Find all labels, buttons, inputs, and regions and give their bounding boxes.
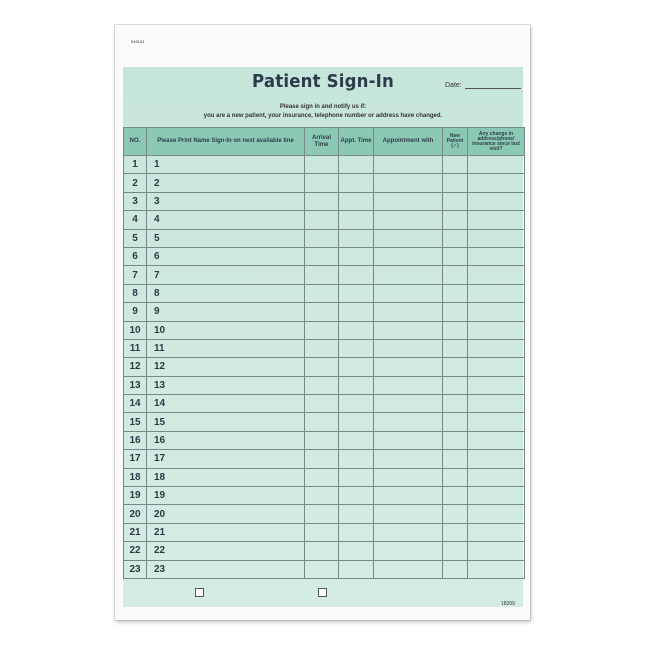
name-entry-cell[interactable]: 1 [147, 156, 305, 174]
arrival-time-cell[interactable] [305, 284, 339, 302]
arrival-time-cell[interactable] [305, 376, 339, 394]
row-number: 13 [124, 376, 147, 394]
appointment-with-cell[interactable] [374, 468, 443, 486]
arrival-time-cell[interactable] [305, 358, 339, 376]
header-row [124, 128, 525, 156]
change-cell[interactable] [468, 487, 525, 505]
appointment-with-cell[interactable] [374, 487, 443, 505]
appointment-with-cell[interactable] [374, 395, 443, 413]
name-entry-cell[interactable]: 15 [147, 413, 305, 431]
appt-time-cell[interactable] [339, 542, 374, 560]
appointment-with-cell[interactable] [374, 192, 443, 210]
row-number: 8 [124, 284, 147, 302]
change-cell[interactable] [468, 247, 525, 265]
arrival-time-cell[interactable] [305, 174, 339, 192]
appt-time-cell[interactable] [339, 266, 374, 284]
name-entry-cell[interactable]: 22 [147, 542, 305, 560]
new-patient-cell[interactable] [443, 505, 468, 523]
appointment-with-cell[interactable] [374, 542, 443, 560]
row-number: 3 [124, 192, 147, 210]
notice-text [123, 103, 523, 121]
appointment-with-cell[interactable] [374, 321, 443, 339]
table-row [124, 247, 525, 265]
new-patient-cell[interactable] [443, 395, 468, 413]
name-entry-cell[interactable]: 21 [147, 523, 305, 541]
table-row [124, 339, 525, 357]
row-number: 2 [124, 174, 147, 192]
change-cell[interactable] [468, 229, 525, 247]
change-cell[interactable] [468, 174, 525, 192]
change-cell[interactable] [468, 339, 525, 357]
appt-time-cell[interactable] [339, 339, 374, 357]
name-entry-cell[interactable]: 9 [147, 303, 305, 321]
appt-time-cell[interactable] [339, 284, 374, 302]
appt-time-cell[interactable] [339, 229, 374, 247]
name-entry-cell[interactable]: 3 [147, 192, 305, 210]
name-entry-cell[interactable]: 14 [147, 395, 305, 413]
change-cell[interactable] [468, 358, 525, 376]
table-row [124, 523, 525, 541]
change-cell[interactable] [468, 542, 525, 560]
table-row [124, 174, 525, 192]
appointment-with-cell[interactable] [374, 505, 443, 523]
arrival-time-cell[interactable] [305, 487, 339, 505]
new-patient-cell[interactable] [443, 523, 468, 541]
appt-time-cell[interactable] [339, 247, 374, 265]
appt-time-cell[interactable] [339, 174, 374, 192]
arrival-time-cell[interactable] [305, 229, 339, 247]
appt-time-cell[interactable] [339, 560, 374, 578]
row-number: 4 [124, 211, 147, 229]
new-patient-cell[interactable] [443, 431, 468, 449]
arrival-time-cell[interactable] [305, 321, 339, 339]
change-cell[interactable] [468, 303, 525, 321]
name-entry-cell[interactable]: 20 [147, 505, 305, 523]
arrival-time-cell[interactable] [305, 192, 339, 210]
notice-line-2: you are a new patient, your insurance, telephone number or address have changed. [203, 113, 443, 119]
new-patient-cell[interactable] [443, 560, 468, 578]
row-number: 23 [124, 560, 147, 578]
arrival-time-cell[interactable] [305, 303, 339, 321]
appt-time-cell[interactable] [339, 156, 374, 174]
name-entry-cell[interactable]: 2 [147, 174, 305, 192]
date-field[interactable] [445, 82, 521, 89]
appt-time-cell[interactable] [339, 358, 374, 376]
appointment-with-cell[interactable] [374, 358, 443, 376]
row-number: 14 [124, 395, 147, 413]
appointment-with-cell[interactable] [374, 523, 443, 541]
arrival-time-cell[interactable] [305, 413, 339, 431]
table-row [124, 192, 525, 210]
table-row [124, 431, 525, 449]
table-row [124, 542, 525, 560]
row-number: 7 [124, 266, 147, 284]
table-row [124, 303, 525, 321]
change-cell[interactable] [468, 560, 525, 578]
new-patient-cell[interactable] [443, 266, 468, 284]
row-number: 1 [124, 156, 147, 174]
row-number: 22 [124, 542, 147, 560]
new-patient-cell[interactable] [443, 229, 468, 247]
appt-time-cell[interactable] [339, 523, 374, 541]
arrival-time-cell[interactable] [305, 468, 339, 486]
table-row [124, 284, 525, 302]
checkbox-left[interactable] [195, 588, 204, 597]
table-row [124, 560, 525, 578]
new-patient-cell[interactable] [443, 284, 468, 302]
new-patient-cell[interactable] [443, 174, 468, 192]
appointment-with-cell[interactable] [374, 174, 443, 192]
arrival-time-cell[interactable] [305, 247, 339, 265]
new-patient-cell[interactable] [443, 211, 468, 229]
appt-time-cell[interactable] [339, 303, 374, 321]
name-entry-cell[interactable]: 8 [147, 284, 305, 302]
table-row [124, 156, 525, 174]
arrival-time-cell[interactable] [305, 523, 339, 541]
row-number: 21 [124, 523, 147, 541]
appointment-with-cell[interactable] [374, 303, 443, 321]
arrival-time-cell[interactable] [305, 560, 339, 578]
name-entry-cell[interactable]: 13 [147, 376, 305, 394]
arrival-time-cell[interactable] [305, 542, 339, 560]
arrival-time-cell[interactable] [305, 156, 339, 174]
col-header-change: Any change in address/phone/ insurance since last visit? [468, 128, 525, 156]
appt-time-cell[interactable] [339, 468, 374, 486]
name-entry-cell[interactable]: 18 [147, 468, 305, 486]
appt-time-cell[interactable] [339, 192, 374, 210]
row-number: 6 [124, 247, 147, 265]
change-cell[interactable] [468, 266, 525, 284]
change-cell[interactable] [468, 156, 525, 174]
appt-time-cell[interactable] [339, 211, 374, 229]
col-header-appointment-with: Appointment with [374, 128, 443, 156]
appointment-with-cell[interactable] [374, 211, 443, 229]
table-row [124, 487, 525, 505]
name-entry-cell[interactable]: 6 [147, 247, 305, 265]
change-cell[interactable] [468, 505, 525, 523]
arrival-time-cell[interactable] [305, 395, 339, 413]
new-patient-cell[interactable] [443, 339, 468, 357]
appointment-with-cell[interactable] [374, 229, 443, 247]
form-code: 049103 [131, 39, 145, 44]
row-number: 12 [124, 358, 147, 376]
arrival-time-cell[interactable] [305, 339, 339, 357]
col-header-no: NO. [124, 128, 147, 156]
appointment-with-cell[interactable] [374, 156, 443, 174]
table-row [124, 266, 525, 284]
new-patient-cell[interactable] [443, 376, 468, 394]
table-row [124, 358, 525, 376]
row-number: 15 [124, 413, 147, 431]
arrival-time-cell[interactable] [305, 266, 339, 284]
arrival-time-cell[interactable] [305, 211, 339, 229]
appointment-with-cell[interactable] [374, 247, 443, 265]
change-cell[interactable] [468, 284, 525, 302]
table-row [124, 211, 525, 229]
col-header-arrival: Arrival Time [305, 128, 339, 156]
appointment-with-cell[interactable] [374, 284, 443, 302]
table-row [124, 505, 525, 523]
name-entry-cell[interactable]: 4 [147, 211, 305, 229]
appointment-with-cell[interactable] [374, 431, 443, 449]
change-cell[interactable] [468, 431, 525, 449]
change-cell[interactable] [468, 192, 525, 210]
new-patient-cell[interactable] [443, 487, 468, 505]
row-number: 10 [124, 321, 147, 339]
row-number: 18 [124, 468, 147, 486]
appt-time-cell[interactable] [339, 413, 374, 431]
new-patient-cell[interactable] [443, 303, 468, 321]
name-entry-cell[interactable]: 10 [147, 321, 305, 339]
change-cell[interactable] [468, 395, 525, 413]
col-header-appt: Appt. Time [339, 128, 374, 156]
date-label: Date: [445, 82, 462, 89]
new-patient-cell[interactable] [443, 542, 468, 560]
change-cell[interactable] [468, 450, 525, 468]
row-number: 17 [124, 450, 147, 468]
new-patient-cell[interactable] [443, 321, 468, 339]
appt-time-cell[interactable] [339, 376, 374, 394]
new-patient-cell[interactable] [443, 450, 468, 468]
col-header-new-patient: New Patient (✓) [443, 128, 468, 156]
row-number: 5 [124, 229, 147, 247]
table-row [124, 468, 525, 486]
row-number: 11 [124, 339, 147, 357]
name-entry-cell[interactable]: 19 [147, 487, 305, 505]
new-patient-cell[interactable] [443, 192, 468, 210]
change-cell[interactable] [468, 413, 525, 431]
arrival-time-cell[interactable] [305, 505, 339, 523]
appointment-with-cell[interactable] [374, 413, 443, 431]
name-entry-cell[interactable]: 11 [147, 339, 305, 357]
change-cell[interactable] [468, 321, 525, 339]
table-body [124, 156, 525, 579]
name-entry-cell[interactable]: 16 [147, 431, 305, 449]
table-row [124, 376, 525, 394]
appointment-with-cell[interactable] [374, 560, 443, 578]
appt-time-cell[interactable] [339, 450, 374, 468]
new-patient-cell[interactable] [443, 358, 468, 376]
appointment-with-cell[interactable] [374, 266, 443, 284]
name-entry-cell[interactable]: 23 [147, 560, 305, 578]
row-number: 16 [124, 431, 147, 449]
new-patient-cell[interactable] [443, 247, 468, 265]
appointment-with-cell[interactable] [374, 450, 443, 468]
col-header-name: Please Print Name Sign-In on next available line [147, 128, 305, 156]
change-cell[interactable] [468, 211, 525, 229]
new-patient-cell[interactable] [443, 413, 468, 431]
table-row [124, 413, 525, 431]
row-number: 19 [124, 487, 147, 505]
table-row [124, 395, 525, 413]
checkbox-right[interactable] [318, 588, 327, 597]
change-cell[interactable] [468, 468, 525, 486]
appt-time-cell[interactable] [339, 431, 374, 449]
table-row [124, 450, 525, 468]
arrival-time-cell[interactable] [305, 431, 339, 449]
table-row [124, 229, 525, 247]
sign-in-table [123, 127, 525, 579]
appt-time-cell[interactable] [339, 321, 374, 339]
appt-time-cell[interactable] [339, 505, 374, 523]
name-entry-cell[interactable]: 17 [147, 450, 305, 468]
row-number: 9 [124, 303, 147, 321]
table-row [124, 321, 525, 339]
sheet-code: 18209 [501, 601, 515, 607]
notice-line-1: Please sign in and notify us if: [279, 104, 367, 110]
new-patient-cell[interactable] [443, 156, 468, 174]
name-entry-cell[interactable]: 7 [147, 266, 305, 284]
name-entry-cell[interactable]: 12 [147, 358, 305, 376]
appt-time-cell[interactable] [339, 487, 374, 505]
appt-time-cell[interactable] [339, 395, 374, 413]
form-panel [123, 67, 523, 607]
appointment-with-cell[interactable] [374, 339, 443, 357]
arrival-time-cell[interactable] [305, 450, 339, 468]
appointment-with-cell[interactable] [374, 376, 443, 394]
new-patient-cell[interactable] [443, 468, 468, 486]
change-cell[interactable] [468, 523, 525, 541]
sign-in-sheet [115, 25, 530, 620]
date-line[interactable] [465, 88, 521, 89]
name-entry-cell[interactable]: 5 [147, 229, 305, 247]
form-title: Patient Sign-In [252, 71, 394, 92]
row-number: 20 [124, 505, 147, 523]
change-cell[interactable] [468, 376, 525, 394]
